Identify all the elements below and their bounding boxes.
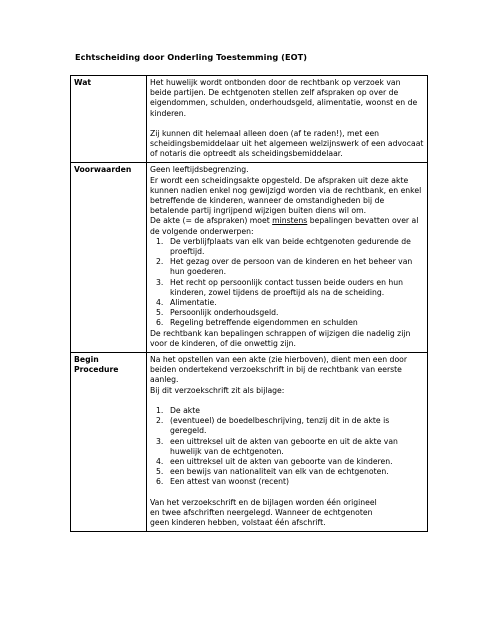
table-row-wat: [71, 76, 428, 163]
paragraph-line: en twee afschriften neergelegd. Wanneer de echtgenoten: [150, 507, 373, 517]
underlined-text: minstens: [272, 216, 308, 226]
list-item: 6. Regeling betreffende eigendommen en schulden: [156, 318, 358, 328]
text-run: bepalingen bevatten over al de volgende onderwerpen:: [150, 216, 419, 236]
paragraph: Na het opstellen van een akte (zie hierboven), dient men een door beiden ondertekend verzoekschrift in bij de rechtbank van eerste aanleg.: [150, 355, 408, 385]
paragraph: Geen leeftijdsbegrenzing.: [150, 165, 249, 175]
paragraph: De rechtbank kan bepalingen schrappen of wijzigen die nadelig zijn voor de kinderen, of die onwettig zijn.: [150, 328, 411, 348]
list-item: 4. Alimentatie.: [156, 298, 217, 308]
list-item: 1. De verblijfplaats van elk van beide echtgenoten gedurende de proeftijd.: [156, 236, 411, 257]
paragraph: [150, 216, 424, 236]
list-item: 3. een uittreksel uit de akten van geboorte en uit de akte van huwelijk van de echtgenoten.: [156, 436, 398, 456]
row-content-voorwaarden: [147, 163, 428, 353]
row-label-wat: Wat: [71, 76, 147, 163]
row-content-wat: [147, 76, 428, 163]
document-title: Echtscheiding door Onderling Toestemming (EOT): [75, 52, 308, 62]
list-item: 4. een uittreksel uit de akten van geboorte van de kinderen.: [156, 456, 393, 466]
list-item: 5. Persoonlijk onderhoudsgeld.: [156, 308, 279, 318]
paragraph: Het huwelijk wordt ontbonden door de rechtbank op verzoek van beide partijen. De echtgenoten stellen zelf afspraken op over de eigendommen, schulden, onderhoudsgeld, alimentatie, woonst en de kinderen.: [150, 78, 418, 118]
attachments-list: [150, 406, 424, 488]
paragraph: Er wordt een scheidingsakte opgesteld. De afspraken uit deze akte kunnen nadien enkel nog gewijzigd worden via de rechtbank, en enkel betreffende de kinderen, wanneer de omstandigheden bij de betalende partij ingrijpend wijzigen buiten diens wil om.: [150, 175, 422, 216]
paragraph-line: geen kinderen hebben, volstaat één afschrift.: [150, 517, 326, 527]
paragraph-line: Van het verzoekschrift en de bijlagen worden één origineel: [150, 497, 377, 507]
row-label-begin-procedure: Begin Procedure: [71, 353, 147, 532]
table-row-voorwaarden: [71, 163, 428, 353]
list-item: 2. (eventueel) de boedelbeschrijving, tenzij dit in de akte is geregeld.: [156, 416, 390, 436]
eot-table: [70, 75, 428, 532]
text-run: De akte (= de afspraken) moet: [150, 216, 273, 226]
row-content-begin-procedure: [147, 353, 428, 532]
list-item: 3. Het recht op persoonlijk contact tussen beide ouders en hun kinderen, zowel tijdens de proeftijd als na de scheiding.: [156, 277, 404, 297]
paragraph: Bij dit verzoekschrift zit als bijlage:: [150, 385, 285, 395]
list-item: 2. Het gezag over de persoon van de kinderen en het beheer van hun goederen.: [156, 257, 413, 277]
conditions-list: [150, 237, 424, 329]
list-item: 1. De akte: [156, 405, 200, 415]
row-label-voorwaarden: Voorwaarden: [71, 163, 147, 353]
list-item: 6. Een attest van woonst (recent): [156, 477, 290, 487]
table-row-begin-procedure: [71, 353, 428, 532]
paragraph: Zij kunnen dit helemaal alleen doen (af te raden!), met een scheidingsbemiddelaar uit het algemeen welzijnswerk of een advocaat of notaris die optreedt als scheidingsbemiddelaar.: [150, 128, 424, 159]
list-item: 5. een bewijs van nationaliteit van elk van de echtgenoten.: [156, 467, 389, 477]
